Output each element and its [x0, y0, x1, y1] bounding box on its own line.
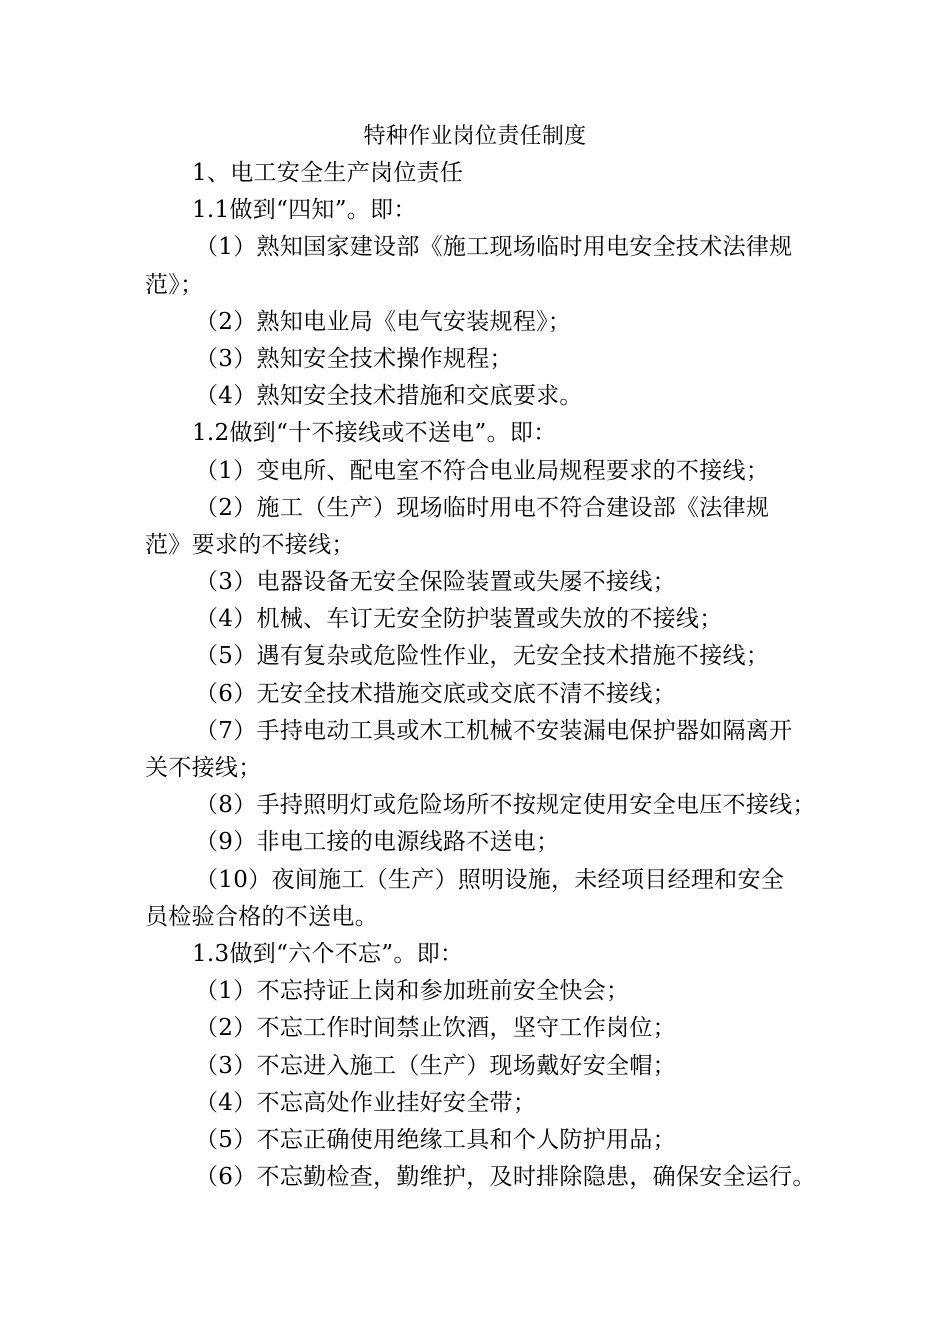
paragraph-continuation-line: 关不接线； [145, 755, 262, 781]
paragraph-line: 1.3做到“六个不忘”。即： [192, 940, 464, 967]
paragraph-line: （1）熟知国家建设部《施工现场临时用电安全技术法律规 [195, 234, 793, 261]
paragraph-line: （3）不忘进入施工（生产）现场戴好安全帽； [195, 1052, 676, 1079]
paragraph-line: （3）熟知安全技术操作规程； [195, 345, 513, 372]
paragraph-line: （4）熟知安全技术措施和交底要求。 [195, 383, 583, 410]
paragraph-continuation-line: 范》要求的不接线； [145, 531, 355, 558]
paragraph-line: 1.2做到“十不接线或不送电”。即： [192, 420, 557, 447]
paragraph-line: （4）不忘高处作业挂好安全带； [195, 1089, 537, 1116]
paragraph-line: 1、电工安全生产岗位责任 [192, 160, 464, 186]
paragraph-line: （2）不忘工作时间禁止饮酒，坚守工作岗位； [195, 1015, 676, 1042]
document-title: 特种作业岗位责任制度 [363, 124, 587, 149]
paragraph-line: （6）无安全技术措施交底或交底不清不接线； [195, 680, 676, 707]
paragraph-line: （2）熟知电业局《电气安装规程》； [195, 308, 572, 335]
paragraph-line: （7）手持电动工具或木工机械不安装漏电保护器如隔离开 [195, 717, 793, 744]
paragraph-line: （4）机械、车订无安全防护装置或失放的不接线； [195, 606, 723, 633]
paragraph-line: （1）变电所、配电室不符合电业局规程要求的不接线； [195, 457, 770, 484]
paragraph-line: （10）夜间施工（生产）照明设施，未经项目经理和安全 [195, 866, 785, 893]
paragraph-line: （9）非电工接的电源线路不送电； [195, 829, 560, 856]
paragraph-line: （5）不忘正确使用绝缘工具和个人防护用品； [195, 1126, 676, 1153]
paragraph-line: （8）手持照明灯或危险场所不按规定使用安全电压不接线； [195, 792, 816, 819]
paragraph-line: （6）不忘勤检查，勤维护，及时排除隐患，确保安全运行。 [195, 1164, 816, 1191]
paragraph-continuation-line: 范》； [145, 271, 204, 298]
paragraph-line: （3）电器设备无安全保险装置或失屡不接线； [195, 569, 676, 596]
paragraph-continuation-line: 员检验合格的不送电。 [145, 903, 378, 930]
document-body [145, 155, 825, 1196]
paragraph-line: 1.1做到“四知”。即： [192, 197, 417, 224]
paragraph-line: （2）施工（生产）现场临时用电不符合建设部《法律规 [195, 494, 770, 521]
paragraph-line: （1）不忘持证上岗和参加班前安全快会； [195, 978, 630, 1005]
paragraph-line: （5）遇有复杂或危险性作业，无安全技术措施不接线； [195, 643, 770, 670]
